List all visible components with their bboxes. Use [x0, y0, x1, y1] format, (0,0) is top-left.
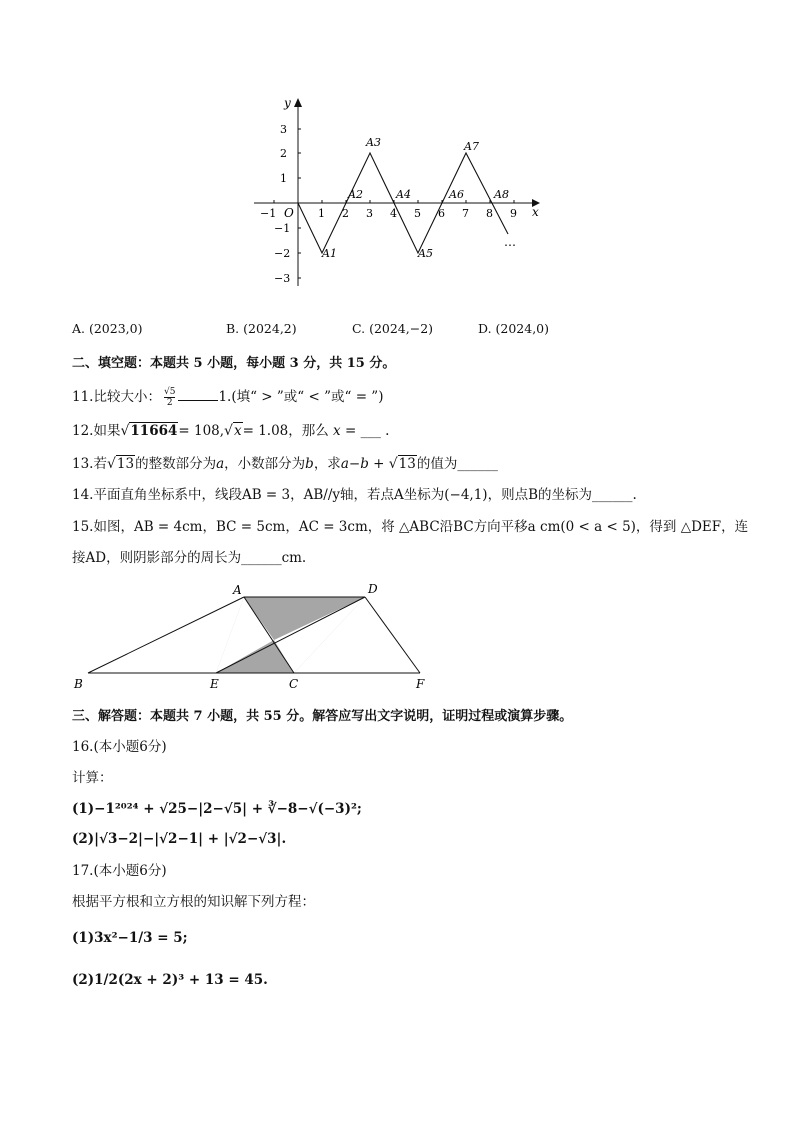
x-tick-label: 7 [462, 207, 469, 220]
point-label-a2: A2 [348, 188, 363, 201]
q13-text-e: 的值为______ [416, 456, 498, 472]
option-b: B. (2024,2) [226, 321, 297, 336]
question-11 [72, 386, 383, 408]
question-15-line-2: 接AD，则阴影部分的周长为______cm. [72, 550, 307, 566]
x-tick-label: 4 [390, 207, 397, 220]
x-tick-label: 1 [318, 207, 325, 220]
y-tick-label: 3 [280, 123, 287, 136]
section-3-title: 三、解答题：本题共 7 小题，共 55 分。解答应写出文字说明，证明过程或演算步骤。 [72, 709, 573, 724]
point-label-a4: A4 [396, 188, 411, 201]
label-c: C [289, 677, 299, 691]
q12-mid2: = 1.08，那么 [242, 423, 329, 439]
x-tick-label: −1 [260, 207, 277, 220]
q12-mid: = 108, [178, 423, 225, 439]
q13-text-d: ，求 [313, 456, 341, 472]
question-16-part-1: (1)−1²⁰²⁴ + √25−|2−√5| + ∛−8−√(−3)²; [72, 801, 362, 817]
point-label-a6: A6 [449, 188, 464, 201]
point-label-a1: A1 [322, 247, 337, 260]
y-tick-label: −1 [274, 222, 291, 235]
q12-suffix: = ___ . [344, 423, 390, 439]
question-17-part-1: (1)3x²−1/3 = 5; [72, 930, 188, 946]
y-axis-arrow [294, 98, 302, 107]
x-axis-label: x [532, 205, 539, 219]
x-tick-label: 3 [366, 207, 373, 220]
origin-label: O [284, 206, 294, 220]
question-14: 14.平面直角坐标系中，线段AB = 3，AB//y轴，若点A坐标为(−4,1)，则点B的坐标为______. [72, 487, 637, 503]
q13-text-a: 13.若 [72, 456, 107, 472]
question-17-header: 17.(本小题6分) [72, 863, 167, 879]
q13-text-b: 的整数部分为 [135, 456, 217, 472]
question-12: 12.如果√11664= 108,√x= 1.08，那么 x = ___ . [72, 423, 390, 439]
x-tick-label: 8 [486, 207, 493, 220]
question-16-header: 16.(本小题6分) [72, 739, 167, 755]
y-tick-label: 2 [280, 147, 287, 160]
y-axis-label: y [284, 96, 291, 110]
point-label-a3: A3 [366, 136, 381, 149]
option-d: D. (2024,0) [478, 321, 550, 336]
q11-prefix: 11.比较大小： [72, 389, 161, 405]
q13-text-c: ，小数部分为 [224, 456, 306, 472]
section-2-title: 二、填空题：本题共 5 小题，每小题 3 分，共 15 分。 [72, 356, 396, 371]
question-16-intro: 计算： [72, 770, 113, 786]
option-a: A. (2023,0) [72, 321, 143, 336]
q11-blank [178, 386, 218, 401]
translation-figure [70, 578, 440, 693]
q11-fraction: $\frac{√5}{2}$ [163, 387, 176, 408]
y-tick-label: −3 [274, 272, 291, 285]
x-tick-label: 2 [342, 207, 349, 220]
label-f: F [416, 677, 425, 691]
question-17-intro: 根据平方根和立方根的知识解下列方程： [72, 894, 315, 910]
x-tick-label: 6 [438, 207, 445, 220]
x-tick-label: 5 [414, 207, 421, 220]
point-label-a8: A8 [494, 188, 509, 201]
y-tick-label: 1 [280, 172, 287, 185]
q11-suffix: 1.(填“ > ”或“ < ”或“ = ”) [218, 389, 384, 405]
label-d: D [368, 582, 378, 596]
label-b: B [74, 677, 83, 691]
continuation-ellipsis: … [504, 235, 516, 249]
label-e: E [210, 677, 219, 691]
question-13: 13.若√13的整数部分为a，小数部分为b，求a−b + √13的值为______ [72, 456, 498, 472]
y-tick-label: −2 [274, 247, 291, 260]
point-label-a5: A5 [418, 247, 433, 260]
x-tick-label: 9 [510, 207, 517, 220]
question-16-part-2: (2)|√3−2|−|√2−1| + |√2−√3|. [72, 831, 287, 847]
question-17-part-2: (2)1/2(2x + 2)³ + 13 = 45. [72, 972, 268, 988]
q12-prefix: 12.如果 [72, 423, 121, 439]
option-c: C. (2024,−2) [352, 321, 434, 336]
question-15-line-1: 15.如图，AB = 4cm，BC = 5cm，AC = 3cm，将 △ABC沿BC方向平移a cm(0 < a < 5)，得到 △DEF，连 [72, 519, 749, 535]
zigzag-graph [248, 88, 548, 303]
segment-df [365, 597, 420, 673]
point-label-a7: A7 [464, 140, 479, 153]
label-a: A [233, 583, 242, 597]
